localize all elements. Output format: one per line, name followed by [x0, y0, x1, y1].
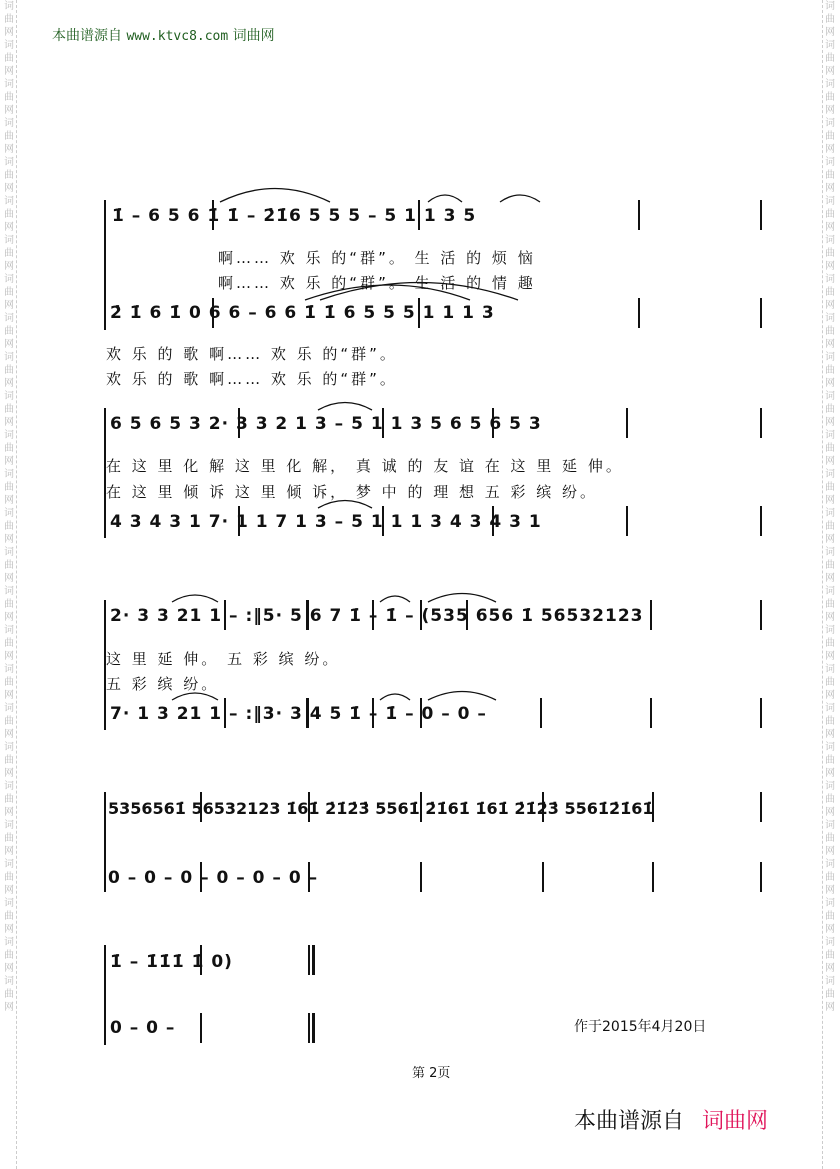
footer-source-text: 本曲谱源自: [574, 1109, 685, 1134]
slur: [172, 595, 218, 602]
slur: [500, 195, 540, 202]
upper-staff-notes: 1̇ – 6 5 6 1̇ 1̇ – 2̇1̇6 5 5 5 – 5 1 1 3 5: [112, 206, 477, 226]
right-watermark: 词曲网词曲网词曲网词曲网词曲网词曲网词曲网词曲网词曲网词曲网词曲网词曲网词曲网词曲网词曲网词曲网词曲网词曲网词曲网词曲网词曲网词曲网词曲网词曲网词曲网词曲网: [822, 0, 837, 1169]
upper-staff-notes: 2· 3 3 21 1 – :‖5· 5 6 7 1̇ – 1̇ – (535 656 1̇ 56532123: [110, 606, 644, 626]
slur: [305, 285, 470, 300]
header-site-name: 词曲网: [232, 28, 275, 44]
slur: [318, 501, 372, 509]
upper-staff-notes: 6 5 6 5 3 2· 3 3 2 1 3 – 5 1 1 3 5 6 5 6 5 3: [110, 414, 542, 434]
lower-staff-notes: 0 – 0 – 0 – 0 – 0 – 0 –: [108, 868, 319, 888]
lower-staff-notes: 7· 1 3 21 1 – :‖3· 3 4 5 1̇ – 1̇ – 0 – 0 –: [110, 704, 487, 724]
lyric-line-1: 这 里 延 伸。 五 彩 缤 纷。: [106, 650, 341, 668]
lyric-line-2: 在 这 里 倾 诉 这 里 倾 诉， 梦 中 的 理 想 五 彩 缤 纷。: [106, 483, 599, 501]
slur: [318, 403, 372, 411]
footer-line: [574, 1104, 768, 1135]
lyric-line-2: 五 彩 缤 纷。: [106, 675, 220, 693]
slur: [380, 694, 410, 700]
lower-staff-notes: 0 – 0 –: [110, 1018, 176, 1038]
slur: [220, 189, 330, 203]
slur: [428, 692, 496, 701]
left-watermark: 词曲网词曲网词曲网词曲网词曲网词曲网词曲网词曲网词曲网词曲网词曲网词曲网词曲网词曲网词曲网词曲网词曲网词曲网词曲网词曲网词曲网词曲网词曲网词曲网词曲网词曲网: [2, 0, 17, 1169]
lower-staff-notes: 4 3 4 3 1 7· 1 1 7 1 3 – 5 1 1 1 3 4 3 4 3 1: [110, 512, 542, 532]
lyric-line-2: 啊…… 欢 乐 的“群”。 生 活 的 情 趣: [218, 274, 536, 292]
lyric-line-4: 欢 乐 的 歌 啊…… 欢 乐 的“群”。: [106, 370, 398, 388]
lyric-line-3: 欢 乐 的 歌 啊…… 欢 乐 的“群”。: [106, 345, 398, 363]
header-url-link[interactable]: www.ktvc8.com: [126, 29, 229, 44]
slur: [380, 596, 410, 602]
lyric-line-1: 啊…… 欢 乐 的“群”。 生 活 的 烦 恼: [218, 249, 536, 267]
lower-staff-notes: 2̇ 1̇ 6 1̇ 0 6 6 – 6 6 1̇ 1̇ 6 5 5 5 1 1 1 3: [110, 303, 495, 323]
upper-staff-notes: 1̇ – 1̇1̇1̇ 1̇ 0): [110, 952, 233, 972]
slur: [320, 283, 518, 301]
slur: [172, 693, 218, 700]
page-number: 第 2页: [412, 1066, 451, 1081]
composition-date: 作于2015年4月20日: [574, 1019, 707, 1035]
upper-staff-notes: 5356561̇ 56532123 1̇61̇ 2̇1̇2̇3̇ 5561̇ 2̇1̇61̇ 1̇61̇ 2̇1̇2̇3̇ 5561̇2̇1̇61̇: [108, 799, 654, 818]
slur: [428, 195, 462, 202]
slur: [428, 594, 496, 603]
lyric-line-1: 在 这 里 化 解 这 里 化 解， 真 诚 的 友 谊 在 这 里 延 伸。: [106, 457, 624, 475]
footer-site-link[interactable]: 词曲网: [702, 1109, 769, 1134]
header-source-text: 本曲谱源自: [52, 28, 122, 44]
